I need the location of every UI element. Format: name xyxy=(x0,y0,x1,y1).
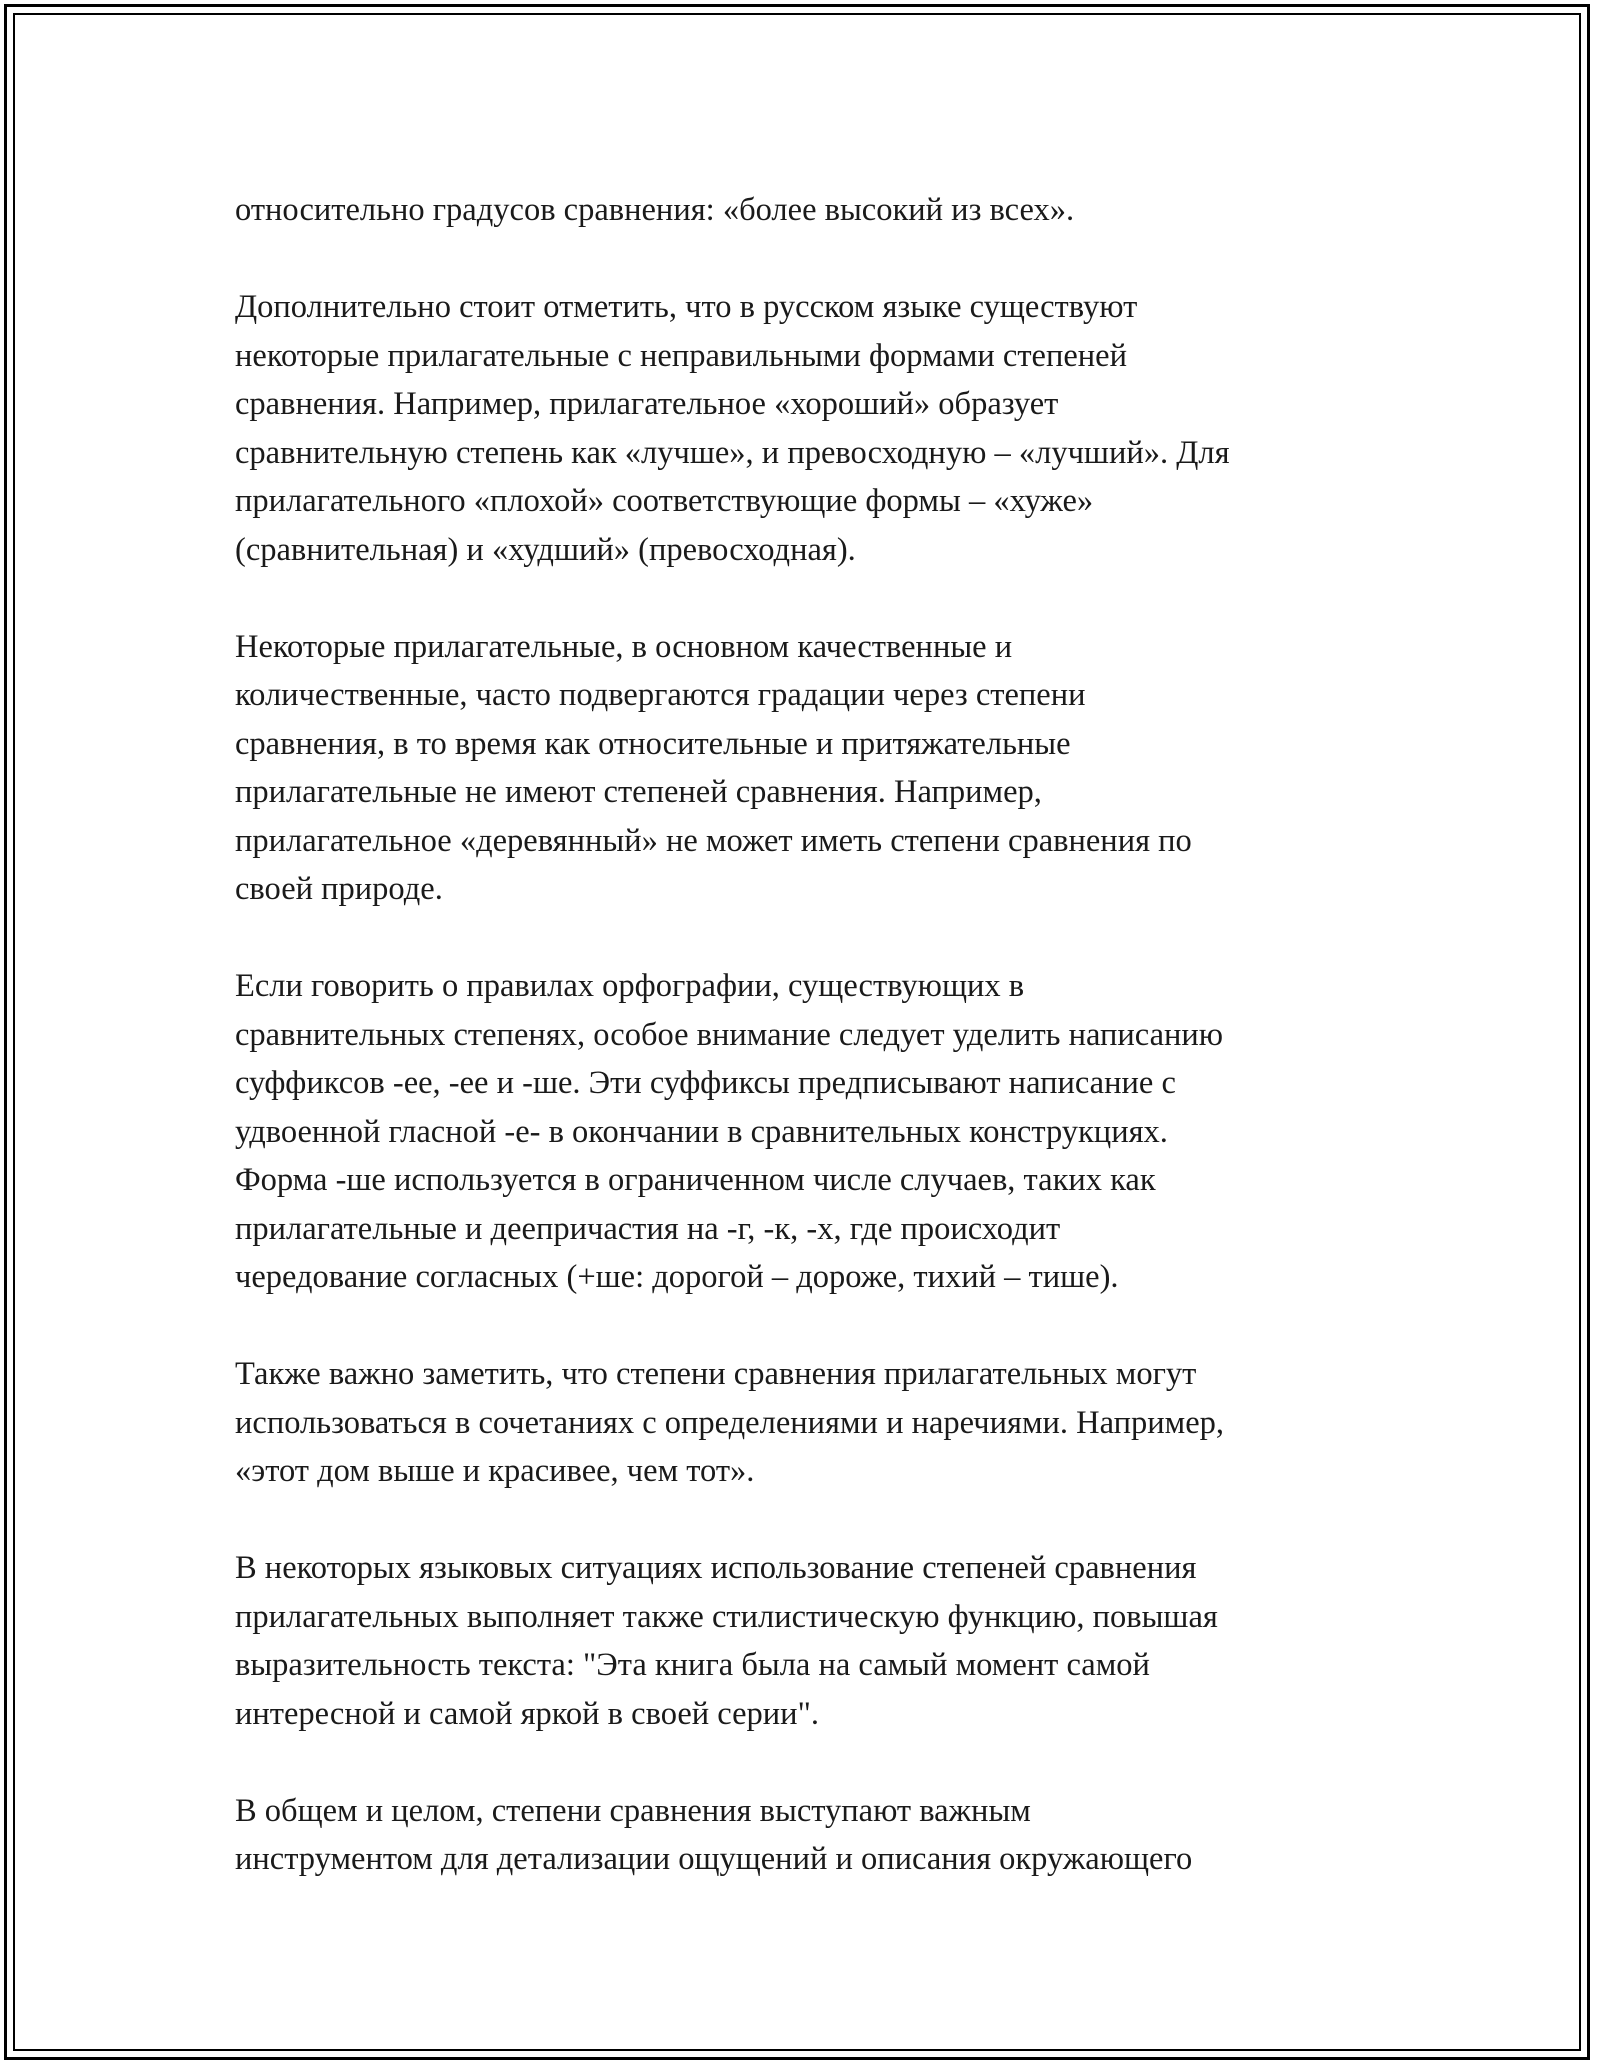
text-line: выразительность текста: "Эта книга была на самый момент самой xyxy=(235,1647,1150,1683)
paragraph-6 xyxy=(235,1544,1375,1738)
text-line: В общем и целом, степени сравнения выступают важным xyxy=(235,1792,1031,1829)
text-line: инструментом для детализации ощущений и описания окружающего xyxy=(235,1841,1193,1877)
text-line: В некоторых языковых ситуациях использование степеней сравнения xyxy=(235,1550,1197,1586)
document-body xyxy=(235,186,1375,1932)
paragraph-3 xyxy=(235,623,1375,914)
paragraph-5 xyxy=(235,1350,1375,1496)
text-line: Если говорить о правилах орфографии, существующих в xyxy=(235,968,1025,1004)
text-line: некоторые прилагательные с неправильными формами степеней xyxy=(235,337,1128,374)
text-line: интересной и самой яркой в своей серии". xyxy=(235,1695,819,1732)
text-line: использоваться в сочетаниях с определениями и наречиями. Например, xyxy=(235,1404,1225,1441)
text-line: суффиксов -ее, -ее и -ше. Эти суффиксы предписывают написание с xyxy=(235,1065,1176,1101)
text-line: прилагательные и деепричастия на -г, -к, -х, где происходит xyxy=(235,1210,1061,1247)
text-line: «этот дом выше и красивее, чем тот». xyxy=(235,1453,755,1489)
text-line: прилагательное «деревянный» не может иметь степени сравнения по xyxy=(235,822,1192,859)
text-line: сравнительную степень как «лучше», и превосходную – «лучший». Для xyxy=(235,434,1230,471)
text-line: чередование согласных (+ше: дорогой – дороже, тихий – тише). xyxy=(235,1259,1119,1295)
text-line: сравнения, в то время как относительные и притяжательные xyxy=(235,725,1071,762)
text-line: Дополнительно стоит отметить, что в русском языке существуют xyxy=(235,289,1138,325)
text-line: прилагательного «плохой» соответствующие формы – «хуже» xyxy=(235,483,1094,519)
paragraph-1 xyxy=(235,186,1375,235)
text-line: количественные, часто подвергаются градации через степени xyxy=(235,677,1086,713)
text-line: Также важно заметить, что степени сравнения прилагательных могут xyxy=(235,1356,1197,1392)
text-line: прилагательных выполняет также стилистическую функцию, повышая xyxy=(235,1598,1218,1635)
text-line: относительно градусов сравнения: «более высокий из всех». xyxy=(235,192,1075,228)
paragraph-2 xyxy=(235,283,1375,574)
text-line: удвоенной гласной -е- в окончании в сравнительных конструкциях. xyxy=(235,1113,1168,1150)
text-line: своей природе. xyxy=(235,871,443,907)
text-line: сравнительных степенях, особое внимание следует уделить написанию xyxy=(235,1016,1224,1053)
text-line: Некоторые прилагательные, в основном качественные и xyxy=(235,628,1013,665)
text-line: сравнения. Например, прилагательное «хороший» образует xyxy=(235,386,1059,422)
text-line: Форма -ше используется в ограниченном числе случаев, таких как xyxy=(235,1162,1156,1198)
text-line: прилагательные не имеют степеней сравнения. Например, xyxy=(235,774,1042,810)
paragraph-4 xyxy=(235,962,1375,1302)
paragraph-7 xyxy=(235,1787,1375,1884)
text-line: (сравнительная) и «худший» (превосходная). xyxy=(235,531,856,568)
